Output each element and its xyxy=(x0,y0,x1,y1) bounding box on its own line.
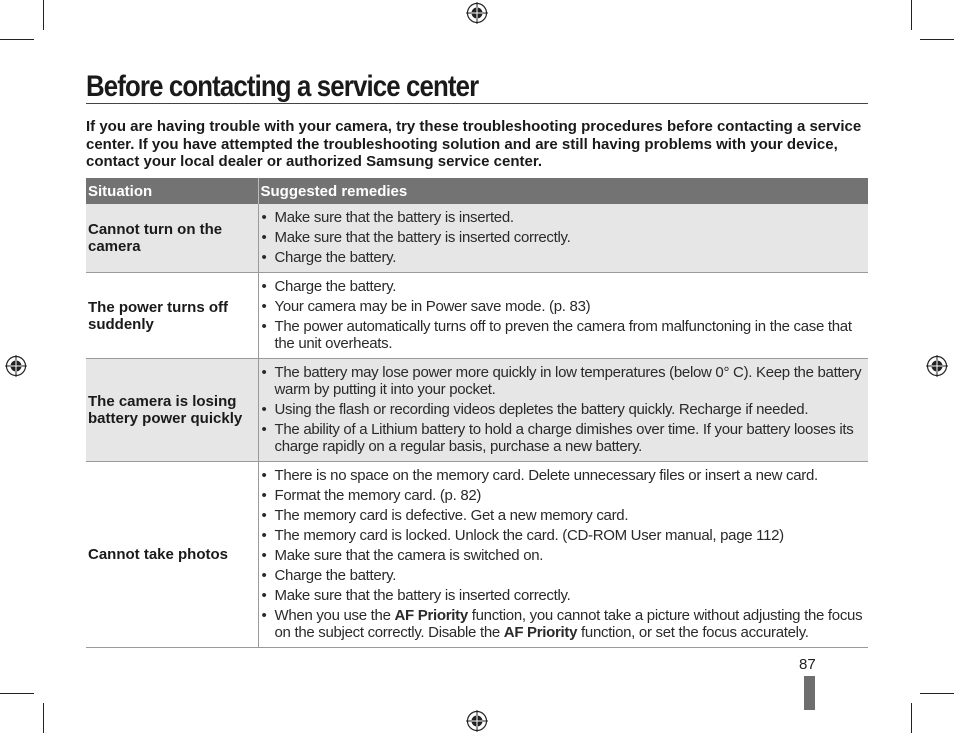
registration-mark-icon xyxy=(5,355,27,377)
remedy-item: • Charge the battery. xyxy=(261,278,867,295)
remedies-list xyxy=(261,467,867,641)
crop-mark xyxy=(43,0,44,30)
remedy-item: • Charge the battery. xyxy=(261,249,867,266)
intro-paragraph: If you are having trouble with your camera, try these troubleshooting procedures before contacting a service center. If you have attempted the troubleshooting solution and are still having problems with your device, contact your local dealer or authorized Samsung service center. xyxy=(86,118,862,170)
remedy-item: • There is no space on the memory card. Delete unnecessary files or insert a new card. xyxy=(261,467,867,484)
remedy-item: • Make sure that the camera is switched on. xyxy=(261,547,867,564)
page-number: 87 xyxy=(799,656,816,673)
remedies-cell xyxy=(258,359,868,462)
registration-mark-icon xyxy=(926,355,948,377)
remedy-item: • The power automatically turns off to preven the camera from malfunctoning in the case that the unit overheats. xyxy=(261,318,867,352)
situation-cell: The camera is losing battery power quickly xyxy=(86,359,258,462)
crop-mark xyxy=(920,693,954,694)
crop-mark xyxy=(0,39,34,40)
remedy-item: • The memory card is locked. Unlock the card. (CD-ROM User manual, page 112) xyxy=(261,527,867,544)
af-priority-term: AF Priority xyxy=(394,607,468,624)
header-situation: Situation xyxy=(86,178,258,204)
table-header-row xyxy=(86,178,868,204)
registration-mark-icon xyxy=(466,710,488,732)
crop-mark xyxy=(43,703,44,733)
remedies-list xyxy=(261,364,867,455)
situation-cell: Cannot turn on the camera xyxy=(86,204,258,273)
remedy-item: • Using the flash or recording videos depletes the battery quickly. Recharge if needed. xyxy=(261,401,867,418)
remedies-cell xyxy=(258,204,868,273)
registration-mark-icon xyxy=(466,2,488,24)
remedy-item: • Charge the battery. xyxy=(261,567,867,584)
situation-cell: Cannot take photos xyxy=(86,462,258,648)
remedy-item: • Make sure that the battery is inserted correctly. xyxy=(261,587,867,604)
remedy-item: • Make sure that the battery is inserted. xyxy=(261,209,867,226)
crop-mark xyxy=(0,693,34,694)
table-row xyxy=(86,273,868,359)
remedies-list xyxy=(261,209,867,266)
remedy-item: • When you use the AF Priority function, you cannot take a picture without adjusting the focus on the subject correctly. Disable the AF Priority function, or set the focus accurately. xyxy=(261,607,867,641)
remedy-item: • The ability of a Lithium battery to hold a charge dimishes over time. If your battery looses its charge rapidly on a regular basis, purchase a new battery. xyxy=(261,421,867,455)
page-title: Before contacting a service center xyxy=(86,70,479,103)
remedy-item: • Format the memory card. (p. 82) xyxy=(261,487,867,504)
af-priority-term: AF Priority xyxy=(503,624,578,641)
remedy-item: • The memory card is defective. Get a new memory card. xyxy=(261,507,867,524)
troubleshooting-table xyxy=(86,178,868,648)
remedies-cell xyxy=(258,462,868,648)
crop-mark xyxy=(911,0,912,30)
table-row xyxy=(86,462,868,648)
table-row xyxy=(86,204,868,273)
remedy-item: • Your camera may be in Power save mode. (p. 83) xyxy=(261,298,867,315)
table-row xyxy=(86,359,868,462)
remedy-item: • The battery may lose power more quickly in low temperatures (below 0° C). Keep the battery warm by putting it into your pocket. xyxy=(261,364,867,398)
page-tab-marker xyxy=(804,676,815,710)
remedies-cell xyxy=(258,273,868,359)
title-divider xyxy=(86,103,868,104)
remedy-item: • Make sure that the battery is inserted correctly. xyxy=(261,229,867,246)
situation-cell: The power turns off suddenly xyxy=(86,273,258,359)
crop-mark xyxy=(920,39,954,40)
remedies-list xyxy=(261,278,867,352)
crop-mark xyxy=(911,703,912,733)
header-remedies: Suggested remedies xyxy=(258,178,868,204)
